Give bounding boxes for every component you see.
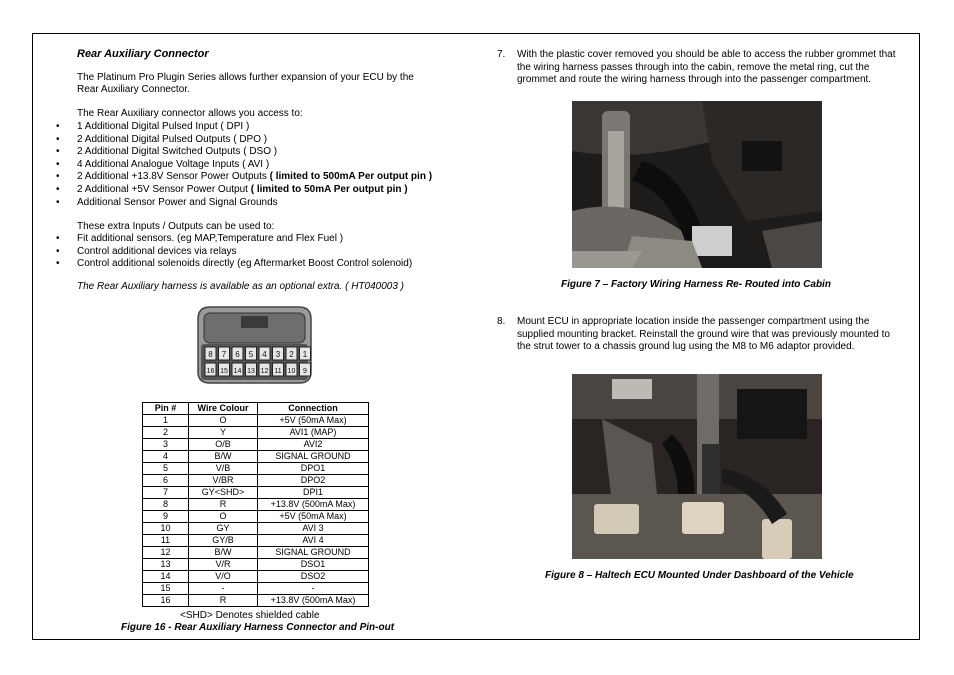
access-list: [56, 121, 432, 209]
table-row: [143, 463, 369, 475]
pin-number-cell: 6: [143, 475, 189, 487]
pin-label: 10: [287, 368, 296, 375]
step7-text: With the plastic cover removed you should be able to access the rubber grommet that the wiring harness passes through into the cabin, remove the metal ring, cut the grommet and route the wiring harness through into the passenger compartment.: [517, 49, 896, 86]
table-row: [143, 439, 369, 451]
wire-colour-cell: O: [189, 415, 258, 427]
wire-colour-cell: GY/B: [189, 535, 258, 547]
pin-label: 4: [262, 350, 267, 359]
pin-number-cell: 4: [143, 451, 189, 463]
connection-cell: DPI1: [258, 487, 369, 499]
list-item: • 2 Additional Digital Pulsed Outputs ( DPO ): [56, 133, 268, 145]
list-item: • Control additional solenoids directly (eg Aftermarket Boost Control solenoid): [56, 258, 413, 270]
pin-number-cell: 5: [143, 463, 189, 475]
pin-number-cell: 9: [143, 511, 189, 523]
table-row: [143, 547, 369, 559]
pin-label: 8: [208, 350, 213, 359]
connection-cell: +5V (50mA Max): [258, 511, 369, 523]
wire-colour-cell: -: [189, 583, 258, 595]
table-header-row: [143, 403, 369, 415]
pin-label: 3: [275, 350, 281, 359]
pin-number-cell: 13: [143, 559, 189, 571]
pin-label: 16: [206, 368, 215, 375]
pin-label: 14: [233, 368, 242, 375]
pin-label: 1: [302, 350, 308, 359]
connection-cell: +13.8V (500mA Max): [258, 595, 369, 607]
wire-colour-cell: O/B: [189, 439, 258, 451]
table-row: [143, 499, 369, 511]
pinout-table: [142, 402, 369, 607]
pin-label: 12: [260, 368, 269, 375]
list-item: • Fit additional sensors. (eg MAP,Temperature and Flex Fuel ): [56, 233, 344, 244]
intro-line-2: Rear Auxiliary Connector.: [77, 84, 190, 95]
table-row: [143, 559, 369, 571]
step8-text: Mount ECU in appropriate location inside the passenger compartment using the supplied mounting bracket. Reinstall the ground wire that was previously mounted to the strut tower to a chassis ground lug using the M8 to M6 adaptor provided.: [517, 316, 890, 353]
pin-label: 11: [274, 368, 282, 375]
intro-line-1: The Platinum Pro Plugin Series allows further expansion of your ECU by the: [77, 72, 414, 83]
header-connection: Connection: [258, 403, 369, 415]
figure7-photo: [572, 101, 822, 268]
pin-number-cell: 7: [143, 487, 189, 499]
figure8-caption: Figure 8 – Haltech ECU Mounted Under Dashboard of the Vehicle: [545, 570, 854, 581]
pin-number-cell: 8: [143, 499, 189, 511]
pin-number-cell: 11: [143, 535, 189, 547]
table-row: [143, 475, 369, 487]
pin-number-cell: 15: [143, 583, 189, 595]
connection-cell: DPO1: [258, 463, 369, 475]
wire-colour-cell: R: [189, 595, 258, 607]
header-wire-colour: Wire Colour: [189, 403, 258, 415]
table-row: [143, 427, 369, 439]
wire-colour-cell: O: [189, 511, 258, 523]
wire-colour-cell: V/O: [189, 571, 258, 583]
connection-cell: DSO2: [258, 571, 369, 583]
step7-number: 7.: [497, 49, 506, 60]
pin-number-cell: 2: [143, 427, 189, 439]
list-item: • Control additional devices via relays: [56, 245, 237, 257]
list-item: • 2 Additional +13.8V Sensor Power Outputs ( limited to 500mA Per output pin ): [56, 171, 433, 183]
wire-colour-cell: Y: [189, 427, 258, 439]
list-item: • 1 Additional Digital Pulsed Input ( DPI ): [56, 121, 250, 132]
connection-cell: DSO1: [258, 559, 369, 571]
pin-number-cell: 10: [143, 523, 189, 535]
list-item: • 2 Additional +5V Sensor Power Output ( limited to 50mA Per output pin ): [56, 183, 408, 195]
figure16-caption: Figure 16 - Rear Auxiliary Harness Connector and Pin-out: [121, 622, 395, 633]
table-row: [143, 487, 369, 499]
uses-intro: These extra Inputs / Outputs can be used to:: [77, 221, 275, 232]
table-row: [143, 451, 369, 463]
connection-cell: AVI 3: [258, 523, 369, 535]
shd-note: <SHD> Denotes shielded cable: [180, 610, 320, 621]
optional-note: The Rear Auxiliary harness is available as an optional extra. ( HT040003 ): [77, 281, 405, 292]
pin-number-cell: 16: [143, 595, 189, 607]
pin-label: 9: [303, 368, 307, 375]
figure8-photo: [572, 374, 822, 559]
connection-cell: AVI 4: [258, 535, 369, 547]
header-pin: Pin #: [143, 403, 189, 415]
connection-cell: AVI2: [258, 439, 369, 451]
uses-list: [56, 233, 412, 271]
list-item: • 4 Additional Analogue Voltage Inputs ( AVI ): [56, 158, 270, 170]
table-row: [143, 535, 369, 547]
step8-number: 8.: [497, 316, 506, 327]
pin-number-cell: 1: [143, 415, 189, 427]
connection-cell: SIGNAL GROUND: [258, 547, 369, 559]
pin-label: 5: [248, 350, 254, 359]
connection-cell: +5V (50mA Max): [258, 415, 369, 427]
wire-colour-cell: B/W: [189, 547, 258, 559]
wire-colour-cell: GY: [189, 523, 258, 535]
table-row: [143, 415, 369, 427]
connection-cell: -: [258, 583, 369, 595]
pin-label: 7: [221, 350, 227, 359]
pin-label: 2: [289, 350, 294, 359]
wire-colour-cell: R: [189, 499, 258, 511]
wire-colour-cell: V/R: [189, 559, 258, 571]
figure7-caption: Figure 7 – Factory Wiring Harness Re- Routed into Cabin: [561, 279, 831, 290]
connector-diagram: [196, 306, 313, 384]
connection-cell: DPO2: [258, 475, 369, 487]
pin-label: 13: [247, 368, 255, 375]
connection-cell: +13.8V (500mA Max): [258, 499, 369, 511]
pin-number-cell: 14: [143, 571, 189, 583]
wire-colour-cell: GY<SHD>: [189, 487, 258, 499]
connection-cell: AVI1 (MAP): [258, 427, 369, 439]
wire-colour-cell: B/W: [189, 451, 258, 463]
wire-colour-cell: V/BR: [189, 475, 258, 487]
list-item: • Additional Sensor Power and Signal Grounds: [56, 196, 278, 208]
table-row: [143, 583, 369, 595]
access-intro: The Rear Auxiliary connector allows you access to:: [77, 108, 303, 119]
pin-label: 15: [220, 368, 228, 375]
table-row: [143, 511, 369, 523]
connection-cell: SIGNAL GROUND: [258, 451, 369, 463]
wire-colour-cell: V/B: [189, 463, 258, 475]
pin-number-cell: 3: [143, 439, 189, 451]
table-row: [143, 595, 369, 607]
table-row: [143, 523, 369, 535]
pin-label: 6: [235, 350, 240, 359]
section-heading: Rear Auxiliary Connector: [77, 48, 209, 60]
table-row: [143, 571, 369, 583]
list-item: • 2 Additional Digital Switched Outputs ( DSO ): [56, 146, 278, 158]
pin-number-cell: 12: [143, 547, 189, 559]
